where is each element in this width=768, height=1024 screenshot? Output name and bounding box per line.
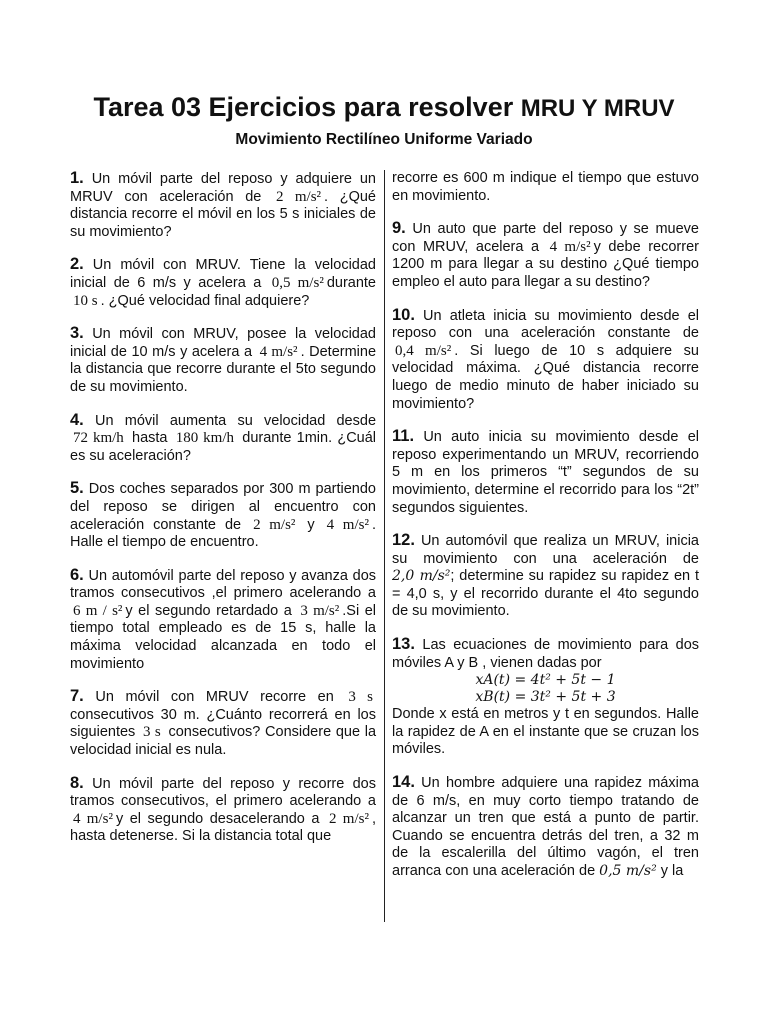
exercise-number: 7.	[70, 687, 84, 706]
exercise-text: y	[307, 516, 315, 533]
exercise-number: 9.	[392, 219, 406, 238]
exercise-text: Donde x está en metros y t en segundos. Halle la rapidez de A en el instante que se cruzan los móviles.	[392, 706, 699, 758]
math-value: 4 m/s²	[326, 516, 369, 533]
exercise-text: . Determine la distancia que recorre durante el 5to segundo de su movimiento.	[70, 343, 377, 395]
exercise-8-continued: recorre es 600 m indique el tiempo que estuvo en movimiento.	[392, 170, 699, 204]
math-value: 4 m/s²	[73, 810, 113, 827]
exercise-text: y el segundo desacelerando a	[115, 810, 320, 827]
exercise-14	[392, 774, 699, 881]
exercise-text: durante	[326, 274, 376, 291]
exercise-text: Un auto inicia su movimiento desde el reposo experimentando un MRUV, recorriendo 5 m en los primeros “t” segundos de su movimiento, determine el recorrido para los “2t” segundos siguientes.	[392, 429, 699, 516]
exercise-text: Un auto que parte del reposo y se mueve con MRUV, acelera a	[392, 221, 699, 255]
exercise-text: consecutivos 30 m. ¿Cuánto recorrerá en los siguientes	[70, 706, 376, 741]
exercise-number: 4.	[70, 410, 84, 429]
exercise-number: 5.	[70, 479, 84, 498]
title-main: Tarea 03 Ejercicios para resolver	[93, 92, 521, 122]
exercise-text: Un automóvil que realiza un MRUV, inicia su movimiento con una aceleración de	[392, 533, 699, 567]
math-value: 0,5 m/s²	[599, 863, 657, 879]
exercise-1	[70, 170, 376, 241]
exercise-text: Un automóvil parte del reposo y avanza dos tramos consecutivos ,el primero acelerando a	[70, 567, 377, 602]
title-tail: MRU Y MRUV	[520, 95, 675, 122]
equation-xb: xB(t) = 3t² + 5t + 3	[475, 689, 616, 706]
exercise-11	[392, 428, 699, 517]
math-value: 72 km/h	[73, 430, 124, 447]
exercise-8	[70, 775, 376, 846]
exercise-text: Un atleta inicia su movimiento desde el reposo con una aceleración constante de	[392, 307, 699, 342]
exercise-text: Un móvil parte del reposo y recorre dos tramos consecutivos, el primero acelerando a	[70, 775, 376, 810]
math-value: 0,5 m/s²	[271, 274, 324, 291]
exercise-text: . Halle el tiempo de encuentro.	[70, 516, 376, 551]
exercise-text: Un móvil parte del reposo y adquiere un MRUV con aceleración de	[70, 171, 377, 205]
math-value: 3 m/s²	[300, 602, 340, 619]
math-value: 4 m/s²	[259, 343, 298, 360]
math-value: 180 km/h	[175, 430, 235, 447]
exercise-2	[70, 256, 376, 310]
math-value: 3 s	[348, 689, 373, 706]
exercise-5	[70, 480, 376, 551]
math-value: 2 m/s²	[253, 516, 296, 533]
exercise-10	[392, 307, 699, 414]
exercise-text: consecutivos? Considere que la velocidad inicial es nula.	[70, 724, 377, 759]
right-column	[392, 170, 699, 896]
page-title	[0, 92, 768, 123]
exercise-number: 14.	[392, 773, 415, 792]
exercise-text: y la	[660, 863, 684, 879]
equation-xa: xA(t) = 4t² + 5t − 1	[475, 672, 616, 689]
exercise-text: . ¿Qué distancia recorre el móvil en los 5 s iniciales de su movimiento?	[70, 188, 376, 240]
exercise-text: Un móvil con MRUV recorre en	[95, 689, 334, 706]
math-value: 6 m / s²	[73, 602, 123, 619]
exercise-text: . Si luego de 10 s adquiere su velocidad máxima. ¿Qué distancia recorre luego de medio minuto de haber iniciado su movimiento?	[392, 342, 700, 412]
exercise-number: 8.	[70, 773, 84, 792]
exercise-text: Un móvil aumenta su velocidad desde	[95, 412, 377, 429]
exercise-6	[70, 567, 376, 674]
exercise-text: durante 1min. ¿Cuál es su aceleración?	[70, 430, 377, 464]
exercise-text: hasta	[132, 430, 168, 447]
exercise-text: Un móvil con MRUV, posee la velocidad inicial de 10 m/s y acelera a	[70, 326, 376, 360]
exercise-9	[392, 220, 699, 291]
exercise-number: 11.	[392, 427, 415, 446]
exercise-text: .Si el tiempo total empleado es de 15 s, halle la máxima velocidad alcanzada en todo el movimiento	[70, 602, 376, 672]
left-column	[70, 170, 376, 861]
exercise-12	[392, 532, 699, 621]
math-value: 4 m/s²	[549, 238, 591, 255]
exercise-text: y el segundo retardado a	[125, 602, 292, 619]
exercise-3	[70, 325, 376, 396]
column-divider	[384, 170, 385, 922]
exercise-text: , hasta detenerse. Si la distancia total que	[70, 810, 376, 845]
exercise-text: ; determine su rapidez su rapidez en t = 4,0 s, y el recorrido durante el 4to segundo de su movimiento.	[392, 568, 699, 620]
math-value: 2,0 m/s²	[392, 568, 451, 585]
exercise-number: 1.	[70, 169, 84, 187]
exercise-text: Un móvil con MRUV. Tiene la velocidad inicial de 6 m/s y acelera a	[70, 257, 376, 291]
exercise-number: 3.	[70, 324, 84, 343]
math-value: 0,4 m/s²	[395, 342, 452, 359]
math-value: 2 m/s²	[275, 188, 322, 205]
exercise-number: 13.	[392, 635, 415, 654]
exercise-4	[70, 412, 376, 466]
exercise-number: 6.	[70, 565, 84, 584]
exercise-number: 2.	[70, 255, 84, 274]
exercise-number: 12.	[392, 531, 415, 550]
exercise-7	[70, 688, 376, 759]
exercise-text: Un hombre adquiere una rapidez máxima de 6 m/s, en muy corto tiempo tratando de alcanzar un tren que está a punto de partir. Cuando se encuentra detrás del tren, a 32 m de la escalerilla del último vagón, el tren arranca con una aceleración de	[392, 775, 699, 879]
math-value: 3 s	[143, 724, 161, 741]
exercise-number: 10.	[392, 305, 415, 324]
page-subtitle: Movimiento Rectilíneo Uniforme Variado	[235, 131, 533, 148]
exercise-text: Las ecuaciones de movimiento para dos móviles A y B , vienen dadas por	[392, 637, 700, 671]
exercise-text: . ¿Qué velocidad final adquiere?	[100, 292, 310, 309]
math-value: 2 m/s²	[329, 810, 369, 827]
exercise-text: Dos coches separados por 300 m partiendo del reposo se dirigen al encuentro con aceleración constante de	[70, 481, 376, 533]
exercise-13	[392, 636, 699, 759]
math-value: 10 s	[73, 292, 98, 309]
exercise-text: y debe recorrer 1200 m para llegar a su destino ¿Qué tiempo empleo el auto para llegar a su destino?	[392, 238, 699, 290]
